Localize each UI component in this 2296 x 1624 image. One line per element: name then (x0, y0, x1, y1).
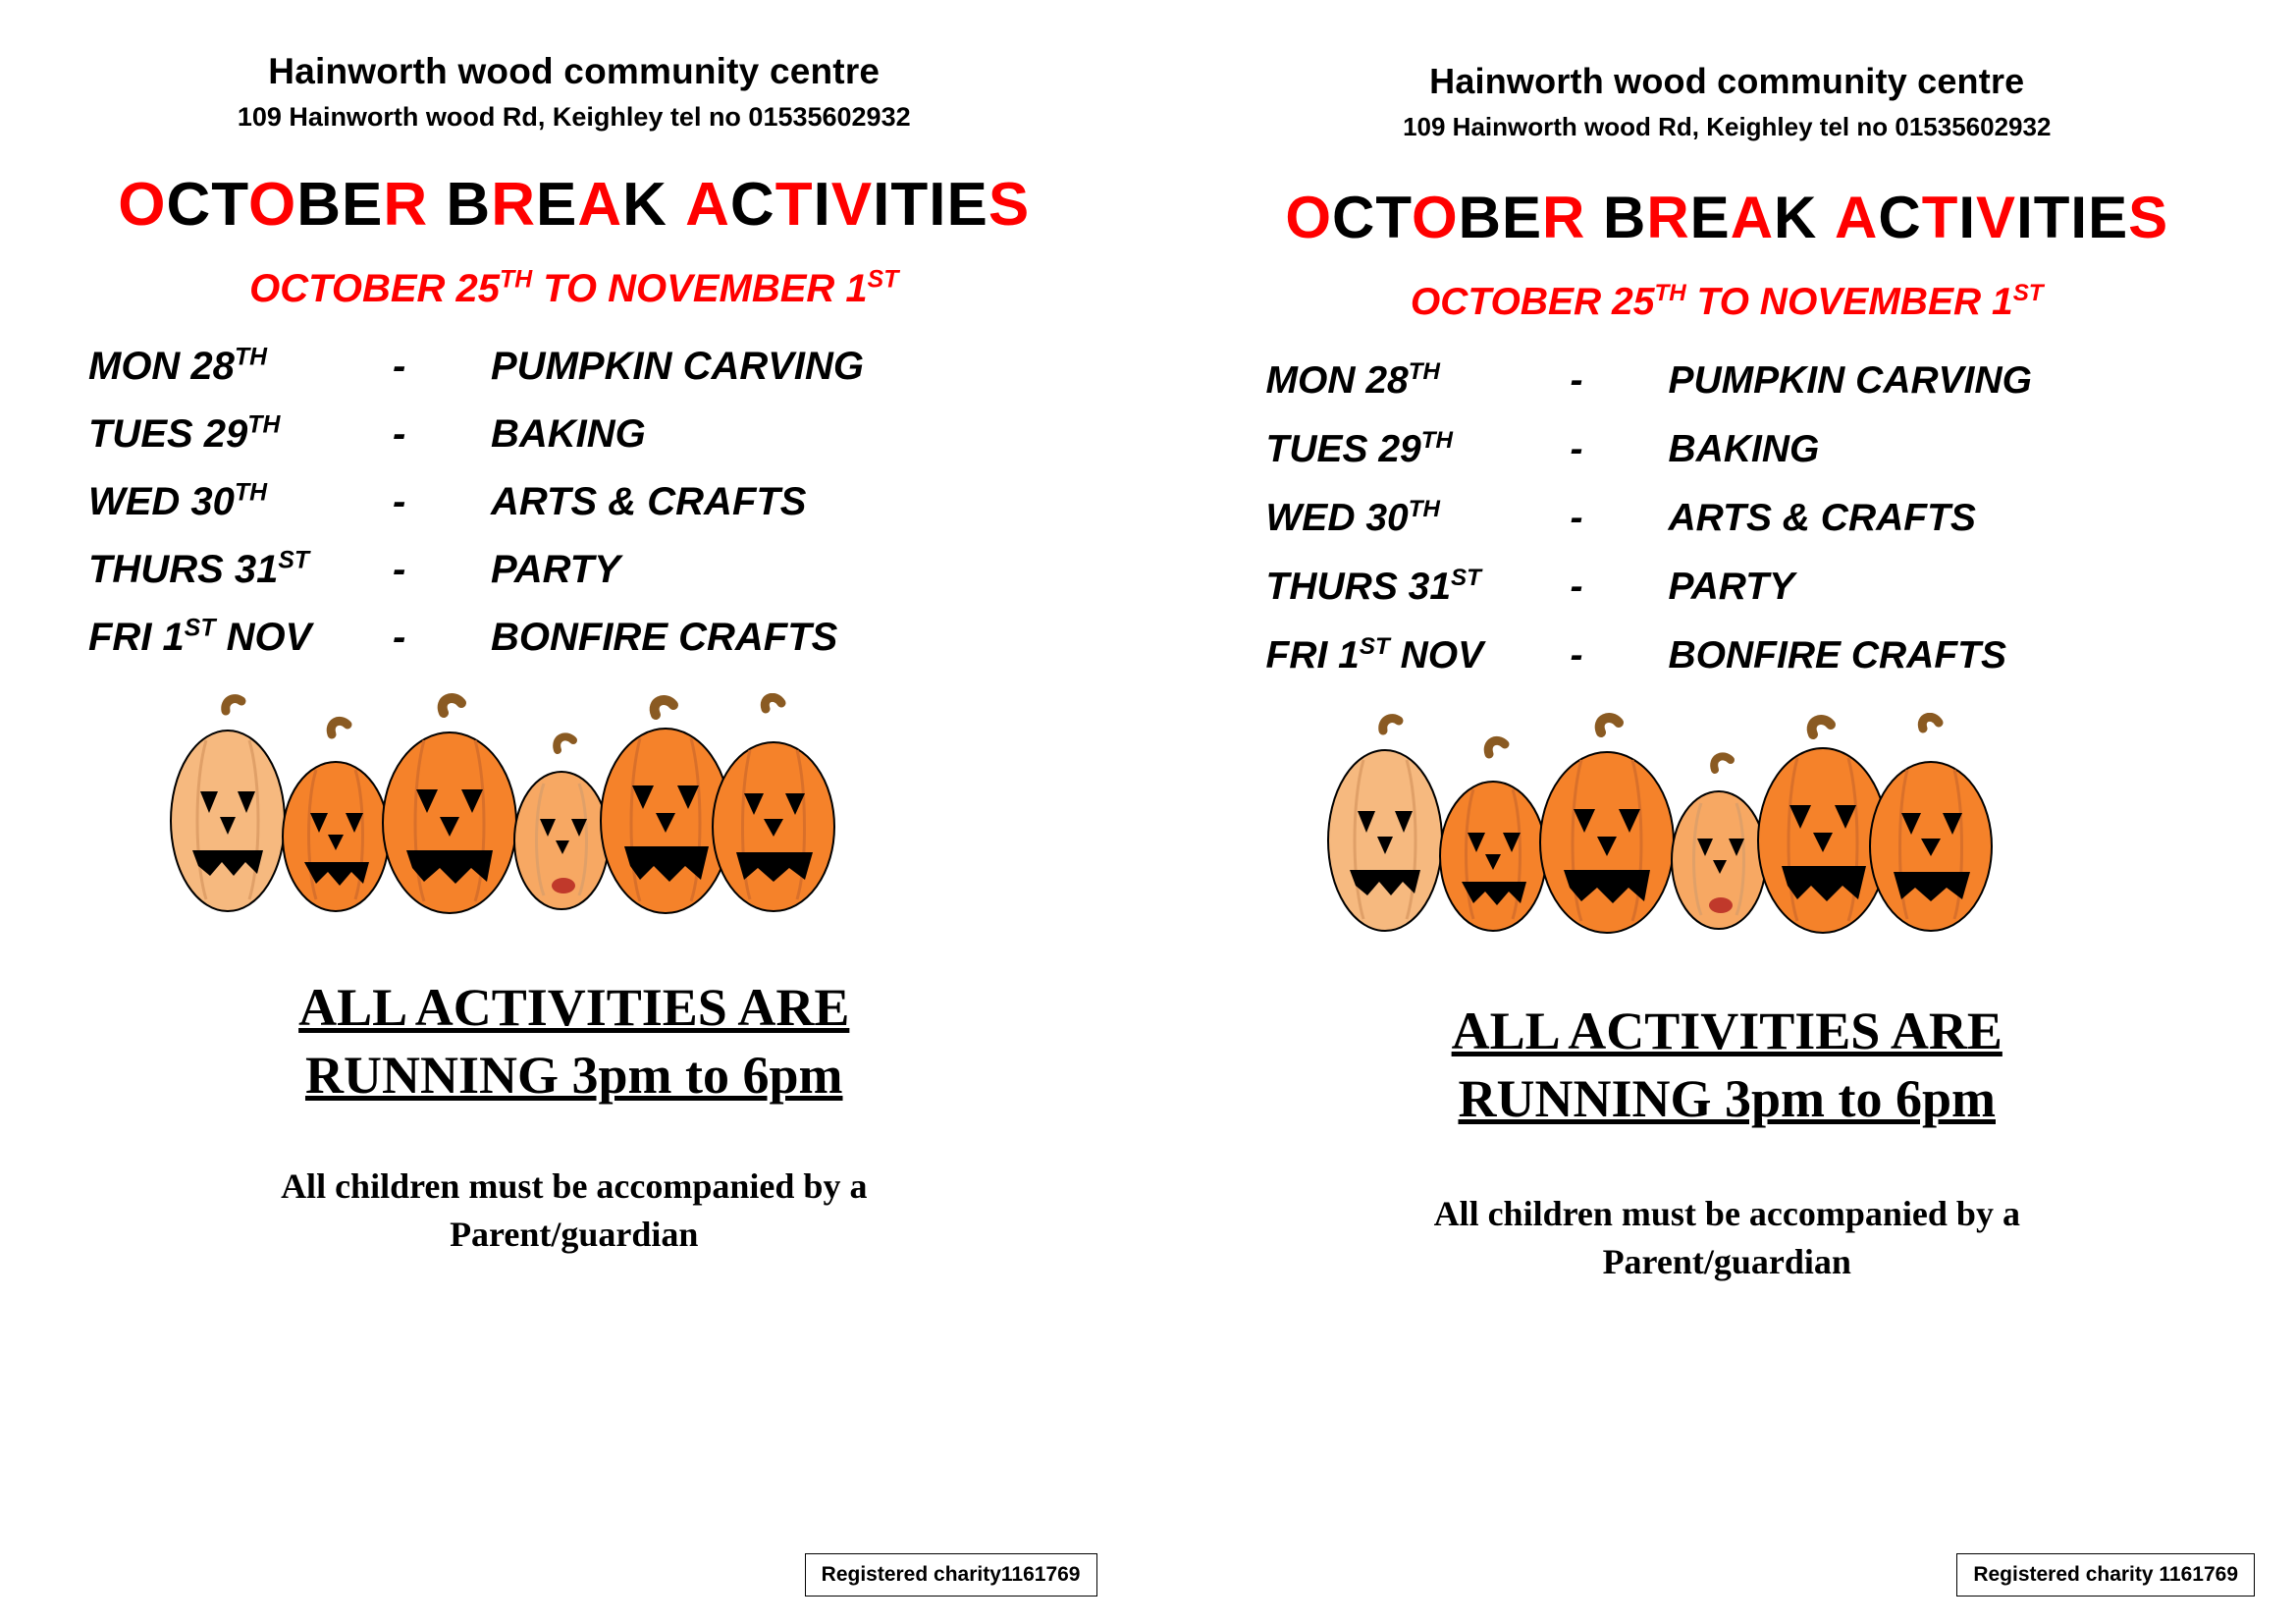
centre-address: 109 Hainworth wood Rd, Keighley tel no 01535602932 (1403, 112, 2052, 141)
supervision-note (1217, 1190, 2238, 1285)
poster-right (1148, 0, 2296, 1624)
running-line-1: ALL ACTIVITIES ARE (1451, 1001, 2002, 1060)
schedule-dash: - (393, 345, 406, 388)
schedule-activity: BAKING (491, 412, 646, 456)
schedule-day: TUES 29TH (88, 411, 281, 456)
schedule-activity: PUMPKIN CARVING (491, 345, 865, 388)
schedule-row (88, 616, 1090, 660)
pumpkin-row-image (59, 693, 1090, 939)
schedule-activity: PARTY (1668, 566, 1795, 608)
schedule-row (88, 548, 1090, 592)
schedule-activity: ARTS & CRAFTS (1668, 497, 1976, 539)
schedule-dash: - (393, 616, 406, 659)
centre-name: Hainworth wood community centre (1429, 61, 2025, 101)
schedule-list (1217, 359, 2238, 677)
schedule-day: MON 28TH (88, 344, 267, 388)
pumpkin-icon (514, 736, 609, 909)
schedule-list (59, 345, 1090, 660)
note-line-1: All children must be accompanied by a (1433, 1194, 2020, 1234)
pumpkin-icon (1870, 717, 1992, 931)
running-times (59, 974, 1090, 1110)
pumpkin-icon (1440, 740, 1546, 931)
schedule-row (1266, 428, 2238, 471)
date-range: OCTOBER 25TH TO NOVEMBER 1ST (249, 266, 899, 310)
poster-headline: OCTOBER BREAK ACTIVITIES (118, 171, 1031, 239)
pumpkin-row-image (1217, 713, 2238, 958)
pumpkin-icon (1328, 719, 1442, 931)
schedule-day: MON 28TH (1265, 358, 1440, 402)
pumpkin-icon (171, 699, 285, 911)
running-line-2: RUNNING 3pm to 6pm (304, 1046, 843, 1106)
schedule-activity: BONFIRE CRAFTS (1668, 634, 2006, 677)
centre-name: Hainworth wood community centre (268, 51, 881, 91)
note-line-2: Parent/guardian (1602, 1241, 1851, 1281)
pumpkin-icon (283, 721, 389, 911)
schedule-dash: - (393, 412, 406, 456)
date-range: OCTOBER 25TH TO NOVEMBER 1ST (1410, 280, 2044, 323)
pumpkin-icon (1758, 720, 1888, 933)
supervision-note (59, 1163, 1090, 1258)
schedule-row (88, 412, 1090, 457)
poster-headline: OCTOBER BREAK ACTIVITIES (1285, 185, 2169, 250)
running-line-2: RUNNING 3pm to 6pm (1458, 1069, 1996, 1129)
schedule-row (1266, 634, 2238, 677)
schedule-activity: PARTY (491, 548, 620, 591)
schedule-dash: - (1570, 359, 1583, 402)
schedule-day: THURS 31ST (1265, 565, 1481, 608)
schedule-day: FRI 1ST NOV (88, 615, 312, 659)
schedule-dash: - (1570, 497, 1583, 539)
schedule-row (1266, 566, 2238, 609)
note-line-1: All children must be accompanied by a (281, 1166, 868, 1207)
schedule-dash: - (1570, 634, 1583, 677)
schedule-row (88, 480, 1090, 524)
pumpkin-icon (1672, 756, 1766, 929)
schedule-activity: PUMPKIN CARVING (1668, 359, 2033, 402)
pumpkin-icon (1540, 718, 1674, 933)
schedule-activity: BAKING (1668, 428, 1820, 470)
schedule-dash: - (1570, 428, 1583, 470)
centre-address: 109 Hainworth wood Rd, Keighley tel no 01535602932 (237, 102, 911, 132)
schedule-row (88, 345, 1090, 389)
charity-badge: Registered charity 1161769 (1956, 1553, 2255, 1597)
charity-badge: Registered charity1161769 (805, 1553, 1097, 1597)
running-line-1: ALL ACTIVITIES ARE (298, 978, 850, 1037)
schedule-row (1266, 497, 2238, 540)
schedule-row (1266, 359, 2238, 403)
schedule-day: FRI 1ST NOV (1265, 633, 1484, 677)
pumpkin-icon (601, 700, 730, 913)
schedule-day: WED 30TH (1265, 496, 1440, 539)
pumpkin-icon (383, 698, 516, 913)
schedule-day: WED 30TH (88, 479, 267, 523)
note-line-2: Parent/guardian (450, 1214, 699, 1254)
schedule-day: TUES 29TH (1265, 427, 1453, 470)
running-times (1217, 998, 2238, 1133)
schedule-activity: BONFIRE CRAFTS (491, 616, 838, 659)
schedule-dash: - (393, 548, 406, 591)
schedule-dash: - (1570, 566, 1583, 608)
schedule-day: THURS 31ST (88, 547, 310, 591)
schedule-activity: ARTS & CRAFTS (491, 480, 807, 523)
pumpkin-icon (713, 697, 834, 911)
schedule-dash: - (393, 480, 406, 523)
